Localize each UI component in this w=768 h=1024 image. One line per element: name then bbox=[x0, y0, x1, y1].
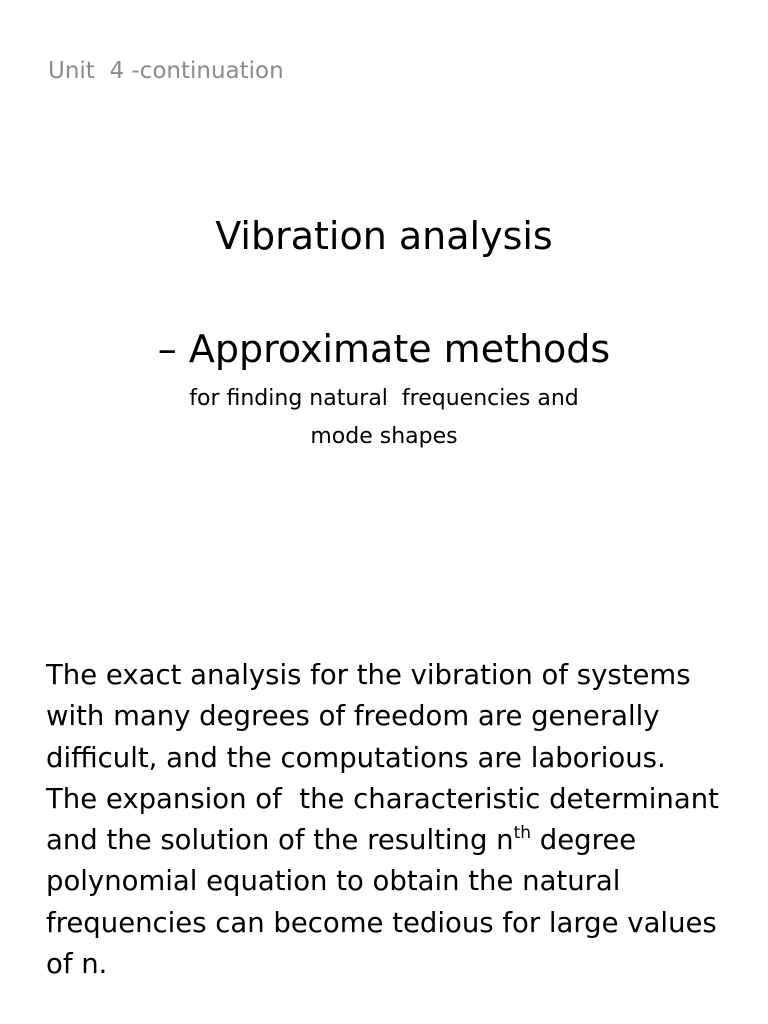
body-line-5-start: and the solution of the resulting n bbox=[46, 824, 514, 857]
body-line-6: polynomial equation to obtain the natural bbox=[46, 865, 621, 898]
body-line-3: difficult, and the computations are laborious. bbox=[46, 741, 666, 774]
body-line-7: frequencies can become tedious for large values bbox=[46, 906, 717, 939]
page-title: Vibration analysis bbox=[215, 214, 553, 258]
body-line-4: The expansion of the characteristic determinant bbox=[46, 782, 719, 815]
caption-line-1: for finding natural frequencies and bbox=[189, 386, 579, 411]
body-line-1: The exact analysis for the vibration of systems bbox=[46, 659, 691, 691]
caption-line-2: mode shapes bbox=[310, 424, 458, 449]
body-line-8: of n. bbox=[46, 948, 108, 981]
body-line-5 bbox=[46, 820, 746, 861]
subtitle-caption bbox=[0, 380, 768, 456]
body-line-2: with many degrees of freedom are generally bbox=[46, 700, 660, 733]
superscript-th: th bbox=[513, 823, 532, 844]
page-subtitle: – Approximate methods bbox=[157, 327, 611, 371]
body-line-5-end: degree bbox=[531, 824, 637, 857]
body-paragraph bbox=[46, 655, 746, 985]
unit-label: Unit 4 -continuation bbox=[48, 58, 284, 84]
